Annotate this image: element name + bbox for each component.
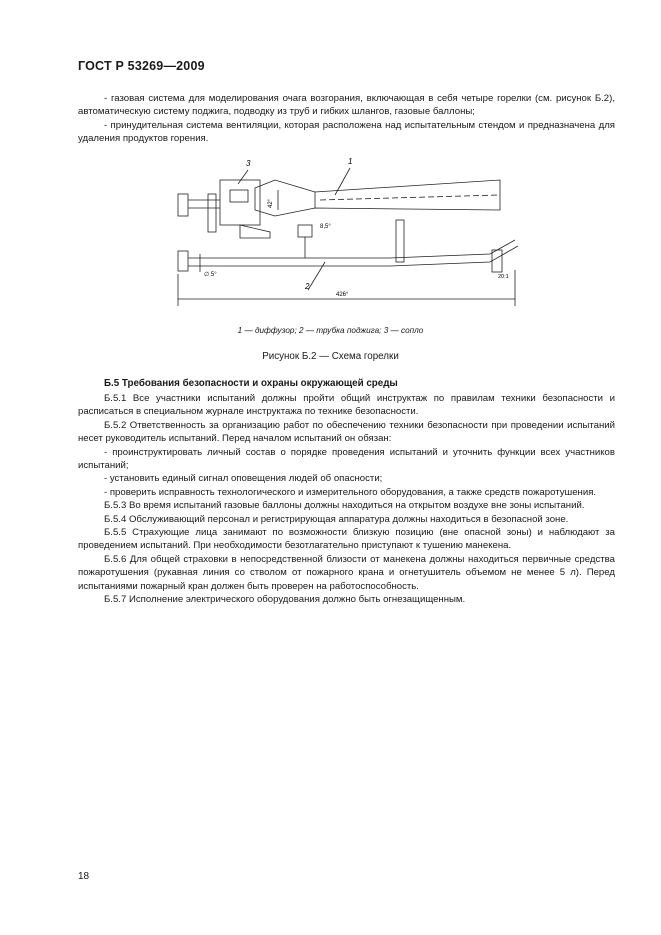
intro-text	[78, 92, 615, 146]
ignition-fitting	[178, 251, 188, 271]
section-paragraph: Б.5.2 Ответственность за организацию работ по обеспечению техники безопасности при проведении испытаний несет руководитель испытаний. Перед началом испытаний он обязан:	[78, 419, 615, 445]
inlet-fitting	[178, 194, 188, 216]
figure-caption: Рисунок Б.2 — Схема горелки	[262, 351, 399, 362]
burner-diagram	[160, 150, 520, 310]
ratio-label: 20:1	[498, 274, 509, 280]
intro-paragraph: - газовая система для моделирования очага возгорания, включающая в себя четыре горелки (см. рисунок Б.2), автоматическую систему поджига, подводку из труб и гибких шлангов, газовые баллоны;	[78, 93, 615, 118]
diffuser-axis	[320, 195, 500, 200]
angle-85-label: 8,5°	[320, 224, 331, 230]
valve-block	[298, 225, 312, 237]
page-number: 18	[78, 871, 90, 882]
tube-tip	[492, 250, 502, 272]
length-label: 426°	[336, 292, 349, 298]
callout-2: 2	[305, 282, 310, 291]
intro-paragraph: - принудительная система вентиляции, которая расположена над испытательным стендом и предназначена для удаления продуктов горения.	[78, 119, 615, 145]
ignition-tube-bottom	[188, 246, 518, 266]
section-paragraph: - проверить исправность технологического и измерительного оборудования, а также средств пожаротушения.	[104, 486, 597, 498]
document-header: ГОСТ Р 53269—2009	[78, 59, 205, 73]
section-paragraph: Б.5.3 Во время испытаний газовые баллоны должны находиться на открытом воздухе вне зоны испытаний.	[104, 500, 585, 512]
section-paragraph: - установить единый сигнал оповещения людей об опасности;	[104, 473, 383, 485]
callout-3: 3	[246, 159, 251, 168]
nozzle-core	[230, 190, 248, 202]
callout-1: 1	[348, 157, 353, 166]
section-paragraph: Б.5.6 Для общей страховки в непосредственной близости от манекена должны находиться первичные средства пожаротушения (рукавная линия со стволом от пожарного крана и огнетушитель объемом не менее 5 л). Перед испытаниями пожарный кран должен быть проверен на работоспособность.	[78, 553, 615, 592]
leader-1	[335, 168, 350, 195]
section-text	[78, 392, 615, 607]
angle-42-label: 42°	[268, 198, 274, 208]
nozzle-housing	[220, 180, 260, 225]
section-paragraph: Б.5.1 Все участники испытаний должны пройти общий инструктаж по правилам техники безопасности и расписаться в специальном журнале инструктажа по технике безопасности.	[78, 393, 615, 418]
figure-legend: 1 — диффузор; 2 — трубка поджига; 3 — сопло	[237, 326, 424, 335]
nozzle-bracket	[240, 225, 270, 238]
section-paragraph: - проинструктировать личный состав о порядке проведения испытаний и уточнить функции всех участников испытаний;	[78, 446, 615, 472]
diffuser-body	[255, 180, 500, 216]
ignition-tube-top	[188, 240, 515, 258]
diameter-label: ∅ 5°	[204, 272, 217, 278]
section-paragraph: Б.5.7 Исполнение электрического оборудования должно быть огнезащищенным.	[104, 594, 466, 606]
section-paragraph: Б.5.4 Обслуживающий персонал и регистрирующая аппаратура должны находиться в безопасной зоне.	[104, 513, 569, 525]
leader-3	[238, 170, 248, 184]
tube-support	[396, 220, 404, 262]
section-title: Б.5 Требования безопасности и охраны окружающей среды	[104, 378, 398, 389]
section-paragraph: Б.5.5 Страхующие лица занимают по возможности близкую позицию (вне опасной зоны) и наблюдают за проведением испытаний. При необходимости безотлагательно приступают к тушению манекена.	[78, 527, 615, 552]
